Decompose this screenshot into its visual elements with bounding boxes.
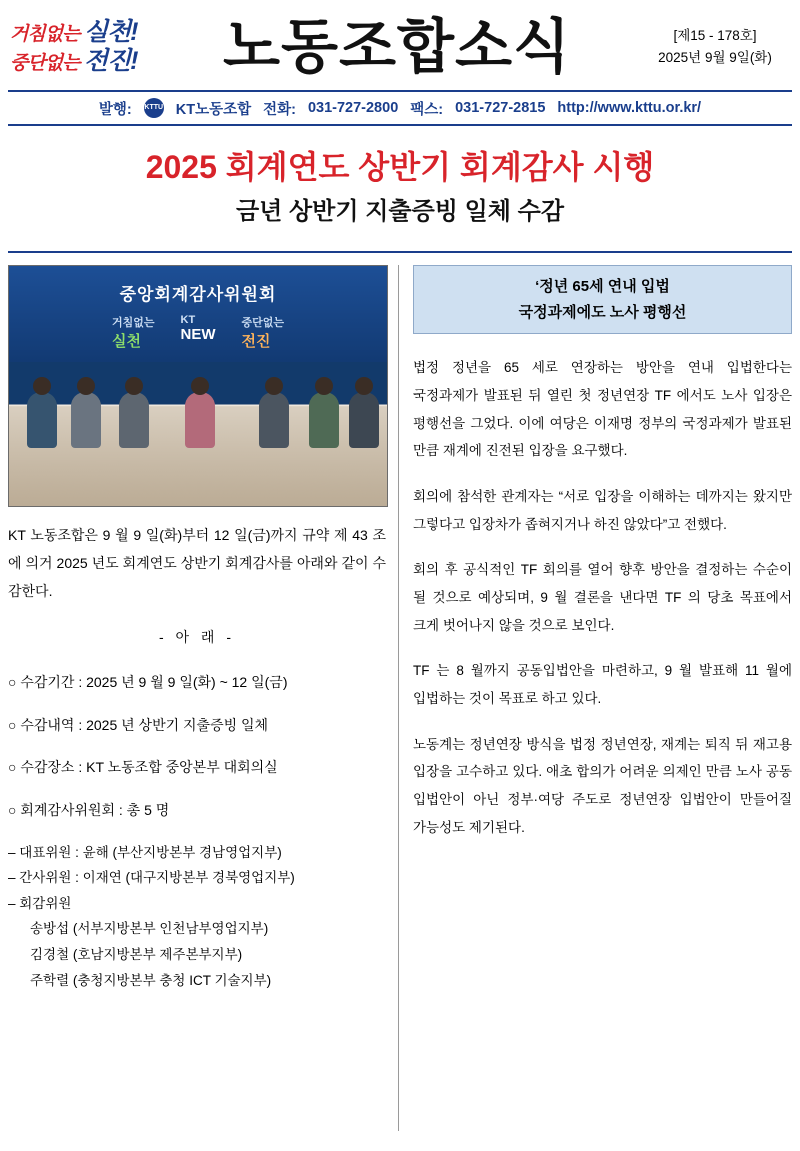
photo-person <box>309 392 339 448</box>
website-link[interactable]: http://www.kttu.or.kr/ <box>557 100 702 116</box>
article-paragraph: 회의에 참석한 관계자는 “서로 입장을 이해하는 데까지는 왔지만 그렇다고 입장차가 좁혀지거나 하진 않았다”고 전했다. <box>413 488 792 532</box>
slogan-logo-line-1 <box>10 20 160 45</box>
tel-label: 전화: <box>263 101 296 118</box>
photo-slogan-right-top: 중단없는 <box>241 317 285 330</box>
photo-banner-slogans <box>9 314 387 351</box>
slogan-logo-line-2-red: 중단없는 <box>10 53 80 74</box>
left-item: ○ 회계감사위원회 : 총 5 명 <box>8 801 170 818</box>
headline-main: 2025 회계연도 상반기 회계감사 시행 <box>145 149 655 185</box>
article-title-line-1: ‘정년 65세 연내 입법 <box>535 278 670 296</box>
committee-member: – 대표위원 : 윤해 (부산지방본부 경남영업지부) <box>8 844 282 860</box>
left-item: ○ 수감내역 : 2025 년 상반기 지출증빙 일체 <box>8 716 269 733</box>
photo-slogan-right-big: 전진 <box>241 333 271 351</box>
slogan-logo-line-2-blue: 전진! <box>83 47 138 75</box>
column-divider <box>398 265 399 1131</box>
article-paragraph: TF 는 8 월까지 공동입법안을 마련하고, 9 월 발표해 11 월에 입법하는 것이 목표로 하고 있다. <box>413 663 792 706</box>
photo-slogan-left-big: 실천 <box>111 333 141 351</box>
slogan-logo <box>10 8 160 86</box>
photo-slogan-left <box>112 314 155 351</box>
header-divider <box>8 251 792 253</box>
content-area <box>0 265 800 1131</box>
photo-person <box>27 392 57 448</box>
slogan-logo-line-1-blue: 실천! <box>83 18 138 46</box>
left-column <box>8 265 396 1131</box>
left-item: ○ 수감기간 : 2025 년 9 월 9 일(화) ~ 12 일(금) <box>8 674 288 691</box>
slogan-logo-line-2 <box>10 49 160 74</box>
committee-member-sub: 송방섭 (서부지방본부 인천남부영업지부) <box>30 921 269 937</box>
committee-member-sub: 김경철 (호남지방본부 제주본부지부) <box>30 947 243 963</box>
issue-info <box>640 25 790 68</box>
publisher-name: KT노동조합 <box>175 101 252 118</box>
photo-slogan-left-top: 거침없는 <box>111 317 155 330</box>
tel-value: 031-727-2800 <box>307 100 399 116</box>
left-intro-text: KT 노동조합은 9 월 9 일(화)부터 12 일(금)까지 규약 제 43 조에 의거 2025 년도 회계연도 상반기 회계감사를 아래와 같이 수감한다. <box>8 527 386 600</box>
photo-slogan-mid-text: NEW <box>180 326 216 344</box>
fax-value: 031-727-2815 <box>455 100 546 116</box>
issue-date: 2025년 9월 9일(화) <box>658 50 772 65</box>
left-center-marker: - 아 래 - <box>158 629 236 646</box>
masthead <box>0 0 800 88</box>
photo-slogan-right <box>242 314 285 351</box>
publisher-info-bar <box>8 90 792 126</box>
committee-member-sub: 주학렬 (충청지방본부 충청 ICT 기술지부) <box>30 972 272 988</box>
photo-person <box>119 392 149 448</box>
photo-slogan-mid-badge: KT <box>180 314 196 327</box>
meeting-photo <box>8 265 388 507</box>
issue-number: [제15 - 178호] <box>673 28 757 44</box>
article-title-line-2: 국정과제에도 노사 평행선 <box>518 303 687 321</box>
photo-person <box>259 392 289 448</box>
fax-label: 팩스: <box>410 101 444 118</box>
left-item: ○ 수감장소 : KT 노동조합 중앙본부 대회의실 <box>8 759 278 776</box>
photo-person <box>185 392 215 448</box>
slogan-logo-line-1-red: 거침없는 <box>10 24 80 45</box>
committee-member: – 간사위원 : 이재연 (대구지방본부 경북영업지부) <box>8 870 295 886</box>
article-paragraph: 회의 후 공식적인 TF 회의를 열어 향후 방안을 결정하는 수순이 될 것으로 예상되며, 9 월 결론을 낸다면 TF 의 당초 목표에서 크게 벗어나지 않을 것으로 보인다. <box>413 562 792 633</box>
headline-block <box>0 126 800 237</box>
union-emblem-icon: KTTU <box>144 98 164 118</box>
page-title: 노동조합소식 <box>223 13 571 80</box>
photo-slogan-mid <box>181 314 216 351</box>
right-column <box>401 265 792 1131</box>
headline-sub: 금년 상반기 지출증빙 일체 수감 <box>235 198 565 226</box>
article-paragraph: 노동계는 정년연장 방식을 법정 정년연장, 재계는 퇴직 뒤 재고용 입장을 고수하고 있다. 애초 합의가 어려운 의제인 만큼 노사 공동 입법안이 아닌 정부·여당 주도로 정년연장 입법안이 만들어질 가능성도 제기된다. <box>413 736 792 835</box>
article-paragraph: 법정 정년을 65 세로 연장하는 방안을 연내 입법한다는 국정과제가 발표된 뒤 열린 첫 정년연장 TF 에서도 노사 입장은 평행선을 그었다. 이에 여당은 이재명 정부의 국정과제가 발표된 만큼 재계에 진전된 입장을 요구했다. <box>413 360 792 459</box>
photo-person <box>349 392 379 448</box>
photo-person <box>71 392 101 448</box>
article-title-box <box>413 265 792 334</box>
committee-member: – 회감위원 <box>8 895 72 911</box>
publisher-label: 발행: <box>98 101 132 118</box>
photo-banner-title: 중앙회계감사위원회 <box>119 285 277 305</box>
